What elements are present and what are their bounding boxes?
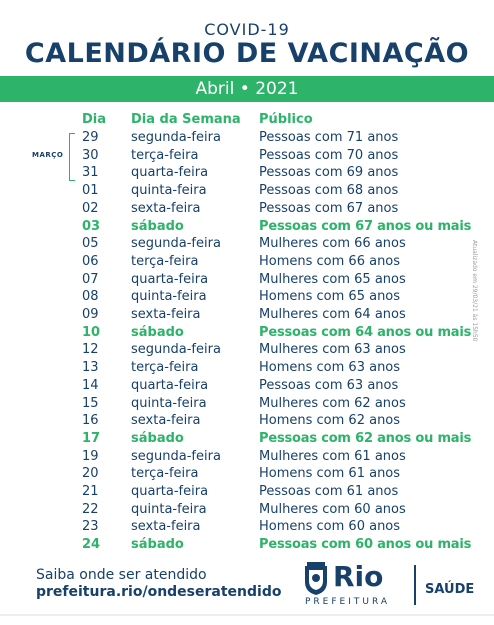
weekday-cell: quinta-feira xyxy=(131,183,207,199)
public-cell: Pessoas com 70 anos xyxy=(259,147,399,163)
day-cell: 24 xyxy=(82,537,101,553)
weekday-cell: quarta-feira xyxy=(131,165,209,181)
day-cell: 21 xyxy=(82,484,99,499)
day-cell: 23 xyxy=(82,519,99,535)
weekday-cell: segunda-feira xyxy=(131,130,221,145)
day-cell: 01 xyxy=(82,183,99,199)
weekday-cell: sábado xyxy=(131,218,184,234)
weekday-cell: quinta-feira xyxy=(131,395,207,411)
day-cell: 17 xyxy=(82,430,101,446)
month-band xyxy=(0,76,494,102)
table-row xyxy=(0,341,494,359)
day-cell: 03 xyxy=(82,218,101,234)
public-cell: Mulheres com 66 anos xyxy=(259,236,406,252)
public-cell: Pessoas com 68 anos xyxy=(259,183,399,199)
table-row xyxy=(0,501,494,519)
table-row xyxy=(0,253,494,271)
table-row xyxy=(0,518,494,536)
table-row xyxy=(0,235,494,253)
table-row xyxy=(0,306,494,324)
weekday-cell: sábado xyxy=(131,430,184,446)
weekday-cell: quarta-feira xyxy=(131,484,209,499)
public-cell: Homens com 63 anos xyxy=(259,360,401,376)
table-row xyxy=(0,129,494,147)
day-cell: 06 xyxy=(82,253,99,269)
weekday-cell: sábado xyxy=(131,324,184,340)
logo-wordmark: Rio xyxy=(333,560,384,593)
table-row xyxy=(0,536,494,554)
day-cell: 07 xyxy=(82,271,99,287)
table-row xyxy=(0,218,494,236)
day-cell: 02 xyxy=(82,200,99,216)
day-cell: 22 xyxy=(82,501,99,517)
footer-info-text: Saiba onde ser atendido xyxy=(36,567,207,583)
public-cell: Mulheres com 63 anos xyxy=(259,342,406,358)
public-cell: Mulheres com 65 anos xyxy=(259,271,406,287)
weekday-cell: terça-feira xyxy=(131,466,199,482)
weekday-cell: terça-feira xyxy=(131,253,199,269)
public-cell: Pessoas com 67 anos xyxy=(259,200,399,216)
day-cell: 15 xyxy=(82,395,99,411)
public-cell: Pessoas com 61 anos xyxy=(259,484,399,499)
page-title: CALENDÁRIO DE VACINAÇÃO xyxy=(24,38,470,69)
table-row xyxy=(0,271,494,289)
column-header-public: Público xyxy=(259,112,313,127)
table-row xyxy=(0,200,494,218)
table-row xyxy=(0,147,494,165)
weekday-cell: quinta-feira xyxy=(131,289,207,305)
weekday-cell: sexta-feira xyxy=(131,519,201,535)
public-cell: Mulheres com 60 anos xyxy=(259,501,406,517)
table-row xyxy=(0,395,494,413)
month-label: Abril • 2021 xyxy=(195,79,299,99)
day-cell: 30 xyxy=(82,147,99,163)
day-cell: 08 xyxy=(82,289,99,305)
table-row xyxy=(0,182,494,200)
weekday-cell: segunda-feira xyxy=(131,342,221,358)
weekday-cell: sábado xyxy=(131,537,184,553)
day-cell: 13 xyxy=(82,360,99,376)
day-cell: 10 xyxy=(82,324,101,340)
supertitle: COVID-19 xyxy=(204,20,290,39)
table-row xyxy=(0,377,494,395)
logo-divider xyxy=(414,565,416,605)
weekday-cell: terça-feira xyxy=(131,147,199,163)
public-cell: Homens com 61 anos xyxy=(259,466,401,482)
weekday-cell: sexta-feira xyxy=(131,413,201,429)
day-cell: 19 xyxy=(82,448,99,464)
weekday-cell: segunda-feira xyxy=(131,448,221,464)
column-header-weekday: Dia da Semana xyxy=(131,112,241,127)
public-cell: Homens com 65 anos xyxy=(259,289,401,305)
public-cell: Pessoas com 64 anos ou mais xyxy=(259,324,472,340)
updated-note: Atualizado em 29/03/21 às 15h50 xyxy=(471,240,478,342)
weekday-cell: sexta-feira xyxy=(131,200,201,216)
table-row xyxy=(0,164,494,182)
public-cell: Homens com 66 anos xyxy=(259,253,401,269)
weekday-cell: quinta-feira xyxy=(131,501,207,517)
public-cell: Pessoas com 62 anos ou mais xyxy=(259,430,472,446)
public-cell: Pessoas com 60 anos ou mais xyxy=(259,537,472,553)
day-cell: 20 xyxy=(82,466,99,482)
day-cell: 05 xyxy=(82,236,99,252)
logo-subtitle: PREFEITURA xyxy=(305,597,391,607)
public-cell: Pessoas com 69 anos xyxy=(259,165,399,181)
weekday-cell: quarta-feira xyxy=(131,377,209,393)
day-cell: 31 xyxy=(82,165,99,181)
table-row xyxy=(0,359,494,377)
department-label: SAÚDE xyxy=(425,582,475,597)
day-cell: 14 xyxy=(82,377,99,393)
table-row xyxy=(0,448,494,466)
public-cell: Homens com 62 anos xyxy=(259,413,401,429)
public-cell: Pessoas com 71 anos xyxy=(259,130,399,145)
table-row xyxy=(0,324,494,342)
public-cell: Pessoas com 63 anos xyxy=(259,377,399,393)
march-side-label: MARÇO xyxy=(32,151,64,159)
day-cell: 16 xyxy=(82,413,99,429)
footer-link[interactable]: prefeitura.rio/ondeseratendido xyxy=(36,584,282,600)
public-cell: Pessoas com 67 anos ou mais xyxy=(259,218,472,234)
bottom-rule xyxy=(0,614,494,616)
day-cell: 09 xyxy=(82,307,99,322)
weekday-cell: terça-feira xyxy=(131,360,199,376)
public-cell: Homens com 60 anos xyxy=(259,519,401,535)
weekday-cell: quarta-feira xyxy=(131,271,209,287)
weekday-cell: sexta-feira xyxy=(131,307,201,322)
table-row xyxy=(0,483,494,501)
rio-city-emblem-icon xyxy=(303,562,329,596)
day-cell: 12 xyxy=(82,342,99,358)
table-row xyxy=(0,465,494,483)
day-cell: 29 xyxy=(82,130,99,145)
table-row xyxy=(0,430,494,448)
public-cell: Mulheres com 61 anos xyxy=(259,448,406,464)
weekday-cell: segunda-feira xyxy=(131,236,221,252)
column-header-day: Dia xyxy=(82,112,107,127)
table-row xyxy=(0,412,494,430)
public-cell: Mulheres com 62 anos xyxy=(259,395,406,411)
table-row xyxy=(0,288,494,306)
public-cell: Mulheres com 64 anos xyxy=(259,307,406,322)
prefeitura-logo xyxy=(303,562,403,608)
